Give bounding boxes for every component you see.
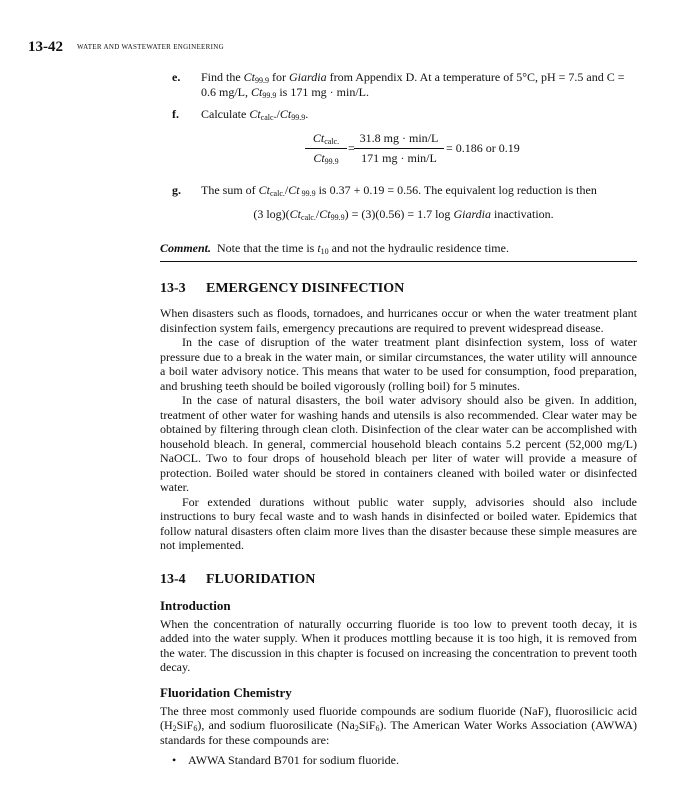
subscript: 99.9 [330,213,345,222]
equals-sign: = [348,141,355,155]
ct-symbol: Ct [313,150,325,165]
list-item [172,753,637,768]
text: / [284,183,289,197]
subscript: calc [260,113,274,122]
paragraph: For extended durations without public water supply, advisories should also include instructions to bury fecal waste and to wash hands in disinfected or boiled water. Epidemics that follow natural disasters often claim more lives than the disaster because these simple measures are not implemented. [160,494,637,552]
text: . [273,107,277,121]
text: ) = (3)(0.56) = 1.7 log [344,207,454,221]
section-number: 13-4 [160,571,186,587]
log-reduction-equation [160,207,637,227]
divider [160,261,637,262]
section-title: FLUORIDATION [206,571,316,587]
ct-symbol: Ct [312,131,325,145]
step-f [160,107,637,127]
numerator: 31.8 mg · min/L [354,131,444,149]
subscript: 99.9 [255,76,270,85]
ct-symbol: Ct [243,70,256,84]
text: Note that the time is [217,241,318,255]
subheading-introduction: Introduction [160,597,231,613]
section-title: EMERGENCY DISINFECTION [206,281,405,296]
ct-symbol: Ct [288,183,300,197]
t-symbol: t [317,241,321,255]
subscript: 99.9 [291,113,306,122]
section-heading-13-4 [160,572,637,588]
text: The sum of [201,183,259,197]
list-item-text: AWWA Standard B701 for sodium fluoride. [188,753,400,767]
giardia-term: Giardia [289,70,327,84]
ratio-rhs-fraction [354,131,444,165]
text: inactivation. [491,207,554,221]
subscript: calc. [270,189,285,198]
paragraph: In the case of natural disasters, the boil water advisory should also be given. In addition, treatment of other water for washing hands and utensils is also recommended. Clear water may be obtained by filtering through clean cloth. Disinfection of the clear water can be accomplished with household bleach. In general, commercial household bleach contains 5.2 percent (52,000 mg/L) NaOCL. Two to four drops of household bleach per liter of water will provide a measure of protection. Boiled water should be stored in containers cleaned with boiled water or disinfected water. [160,393,637,494]
text: is 0.37 + 0.19 = 0.56. The equivalent log reduction is then [315,183,597,197]
ct-symbol: Ct [258,183,270,197]
comment-tag: Comment. [160,241,212,255]
running-head [28,38,224,56]
step-label: f. [172,107,179,121]
subscript: 6 [375,724,380,733]
step-g [160,183,637,203]
standards-list [160,753,637,768]
text: from Appendix D. At a temperature of 5°C, pH = 7.5 and C = 0.6 mg/L, [201,70,625,99]
subscript: 99.9 [262,90,277,100]
ratio-result: = 0.186 or 0.19 [446,141,520,155]
text: . [305,107,309,121]
subscript: 99.9 [299,189,316,198]
subheading-fluoridation-chemistry: Fluoridation Chemistry [160,684,292,700]
ct-symbol: Ct [279,107,292,121]
section-number: 13-3 [160,281,186,296]
text: (3 log)( [253,207,290,221]
text: Find the [201,70,244,84]
text: SiF [358,718,376,732]
ct-symbol: Ct [249,107,261,121]
text: Calculate [201,107,250,121]
subscript: 2 [354,724,359,733]
subscript: 99.9 [324,156,339,166]
ct-symbol: Ct [289,207,302,221]
text: The three most commonly used fluoride compounds are sodium fluoride (NaF), fluorosilicic acid (H [160,703,637,732]
text: ). The American Water Works Association (AWWA) standards for these compounds are: [160,718,637,747]
subscript: calc. [324,137,340,146]
step-e [160,70,637,107]
ct-symbol: Ct [319,207,331,221]
step-label: e. [172,70,181,84]
book-title: WATER AND WASTEWATER ENGINEERING [77,43,224,51]
paragraph: When disasters such as floods, tornadoes, and hurricanes occur or when the water treatment plant disinfection system fails, emergency precautions are required to prevent widespread disease. [160,306,637,335]
text: is 171 mg · min/L. [276,84,370,99]
ratio-equation [160,127,637,177]
text: / [315,207,320,221]
subscript: 6 [193,724,198,733]
text: ), and sodium fluorosilicate (Na [197,718,355,732]
bullet-icon: • [172,753,177,767]
main-content [160,70,637,768]
subscript: 2 [172,724,177,733]
text: SiF [176,718,194,732]
ratio-lhs-fraction [305,131,347,165]
subscript: 10 [320,247,329,256]
text: and not the hydraulic residence time. [328,241,509,255]
paragraph [160,704,637,748]
text: for [269,70,290,84]
page-number: 13-42 [28,39,63,55]
section-heading-13-3 [160,281,637,297]
text: / [276,107,280,121]
paragraph: When the concentration of naturally occurring fluoride is too low to prevent tooth decay, it is added into the water supply. When it produces mottling because it is too high, it is removed from the water. The discussion in this chapter is focused on increasing the concentration to prevent tooth decay. [160,616,637,674]
denominator: 171 mg · min/L [361,150,437,165]
giardia-term: Giardia [453,207,491,221]
ct-symbol: Ct [251,84,263,99]
subscript: calc. [301,213,316,222]
comment [160,241,637,261]
paragraph: In the case of disruption of the water treatment plant disinfection system, loss of water pressure due to a break in the water main, or similar circumstances, the water utility will announce a boil water advisory notice. This means that water to be used for consumption, food preparation, and brushing teeth should be boiled vigorously (rolling boil) for 5 minutes. [160,335,637,393]
step-label: g. [172,183,181,197]
